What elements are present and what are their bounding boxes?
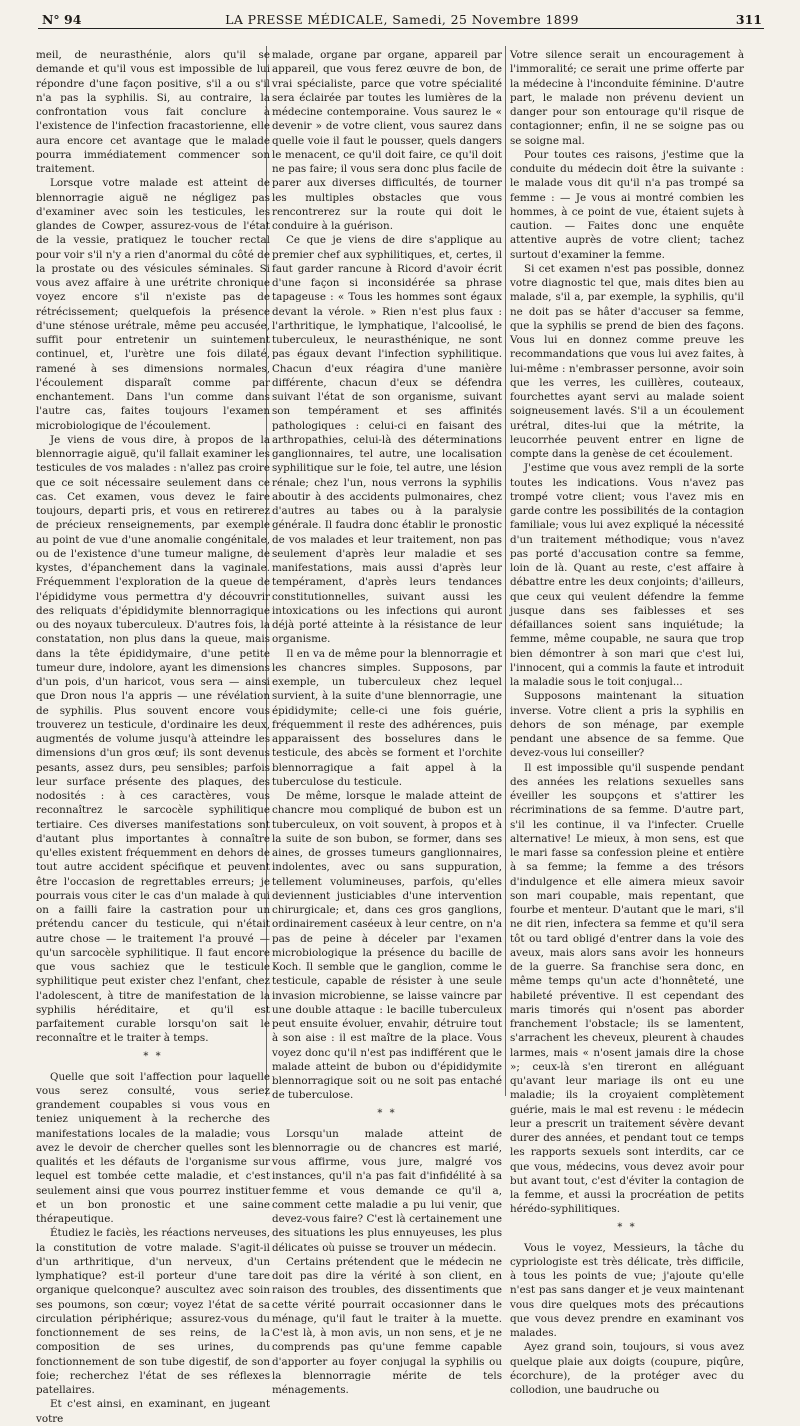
paragraph: Vous le voyez, Messieurs, la tâche du cypriologiste est très délicate, très difficile, à tous les points de vue; j'ajoute qu'elle n'est pas sans danger et je veux maintenant vous dire quelques mots des précautions que vous devez prendre en examinant vos malades. [510, 1241, 744, 1339]
text-column-2 [272, 48, 502, 1396]
paragraph: Ayez grand soin, toujours, si vous avez quelque plaie aux doigts (coupure, piqûre, écorchure), de la protéger avec du collodion, une baudruche ou [510, 1341, 744, 1396]
page-number: 311 [735, 12, 762, 27]
paragraph: Certains prétendent que le médecin ne doit pas dire la vérité à son client, en raison des troubles, des dissentiments que cette vérité pourrait occasionner dans le ménage, qu'il faut le traiter à la muette. C'est là, à mon avis, un non sens, et je ne comprends pas qu'une femme capable d'apporter au foyer conjugal la syphilis ou la blennorragie mérite de tels ménagements. [272, 1255, 502, 1396]
paragraph: Votre silence serait un encouragement à l'immoralité; ce serait une prime offerte par la médecine à l'inconduite féminine. D'autre part, le malade non prévenu devient un danger pour son entourage qu'il risque de contagionner; enfin, il ne se soigne pas ou se soigne mal. [510, 49, 744, 147]
section-separator: * * [377, 1107, 397, 1119]
paragraph: Si cet examen n'est pas possible, donnez votre diagnostic tel que, mais dites bien au malade, s'il a, par exemple, la syphilis, qu'il ne doit pas se hâter d'accuser sa femme, que la syphilis se prend de bien des façons. Vous lui en donnez comme preuve les recommandations que vous lui avez faites, à lui-même : n'embrasser personne, avoir soin que les verres, les cuillères, couteaux, fourchettes ayant servi au malade soient soigneusement lavés. S'il a un écoulement urétral, dites-lui que la métrite, la leucorrhée peuvent entrer en ligne de compte dans la genèse de cet écoulement. [510, 262, 744, 460]
paragraph: malade, organe par organe, appareil par appareil, que vous ferez œuvre de bon, de vrai spécialiste, parce que votre spécialité sera éclairée par toutes les lumières de la médecine contemporaine. Vous saurez le « devenir » de votre client, vous saurez dans quelle voie il faut le pousser, quels dangers le menacent, ce qu'il doit faire, ce qu'il doit ne pas faire; il vous sera donc plus facile de parer aux diverses difficultés, de tourner les multiples obstacles que vous rencontrerez sur la route qui doit le conduire à la guérison. [272, 49, 502, 232]
paragraph: meil, de neurasthénie, alors qu'il se demande et qu'il vous est impossible de lui répondre d'une façon positive, s'il a ou s'il n'a pas la syphilis. Si, au contraire, la confrontation vous fait conclure à l'existence de l'infection fracastorienne, elle aura encore cet avantage que le malade pourra immédiatement commencer son traitement. [36, 49, 270, 175]
journal-title: LA PRESSE MÉDICALE, Samedi, 25 Novembre 1899 [225, 12, 579, 27]
paragraph: Quelle que soit l'affection pour laquelle vous serez consulté, vous seriez grandement coupables si vous vous en teniez uniquement à la recherche des manifestations locales de la maladie; vous avez le devoir de chercher quelles sont les qualités et les défauts de l'organisme sur lequel est tombée cette maladie, et c'est seulement ainsi que vous pourrez instituer et un bon pronostic et une saine thérapeutique. [36, 1070, 270, 1225]
paragraph: J'estime que vous avez rempli de la sorte toutes les indications. Vous n'avez pas trompé votre client; vous l'avez mis en garde contre les possibilités de la contagion familiale; vous lui avez expliqué la nécessité d'un traitement méthodique; vous n'avez pas porté d'accusation contre sa femme, loin de là. Quant au reste, c'est affaire à débattre entre les deux conjoints; d'ailleurs, que ceux qui veulent défendre la femme jusque dans ses faiblesses et ses défaillances soient sans inquiétude; la femme, même coupable, ne saura que trop bien démontrer à son mari que c'est lui, l'innocent, qui a commis la faute et introduit la maladie sous le toit conjugal... [510, 462, 744, 688]
paragraph: Lorsqu'un malade atteint de blennorragie ou de chancres est marié, vous affirme, vous jure, malgré vos instances, qu'il n'a pas fait d'infidélité à sa femme et vous demande ce qu'il a, comment cette maladie a pu lui venir, que devez-vous faire? C'est là certainement une des situations les plus ennuyeuses, les plus délicates où puisse se trouver un médecin. [272, 1127, 502, 1254]
paragraph: Supposons maintenant la situation inverse. Votre client a pris la syphilis en dehors de son ménage, par exemple pendant une absence de sa femme. Que devez-vous lui conseiller? [510, 690, 744, 760]
paragraph: Lorsque votre malade est atteint de blennorragie aiguë ne négligez pas d'examiner avec soin les testicules, les glandes de Cowper, assurez-vous de l'état de la vessie, pratiquez le toucher rectal pour voir s'il n'y a rien d'anormal du côté de la prostate ou des vésicules séminales. Si vous avez affaire à une urétrite chronique voyez encore s'il n'existe pas de rétrécissement; quelquefois la présence d'une sténose urétrale, même peu accusée, suffit pour entretenir un suintement continuel, et, l'urètre une fois dilaté, ramené à ses dimensions normales, l'écoulement disparaît comme par enchantement. Dans l'un comme dans l'autre cas, faites toujours l'examen microbiologique de l'écoulement. [36, 177, 270, 432]
page-header [40, 10, 764, 42]
paragraph: Je viens de vous dire, à propos de la blennorragie aiguë, qu'il fallait examiner les testicules de vos malades : n'allez pas croire que ce soit nécessaire seulement dans ce cas. Cet examen, vous devez le faire toujours, departi pris, et vous en retirerez de précieux renseignements, par exemple au point de vue d'une anomalie congénitale, ou de l'existence d'une tumeur maligne, de kystes, d'épanchement dans la vaginale. Fréquemment l'exploration de la queue de l'épididyme vous permettra d'y découvrir des reliquats d'épididymite blennorragique ou des noyaux tuberculeux. D'autres fois, la constatation, non plus dans la queue, mais dans la tête épididymaire, d'une petite tumeur dure, indolore, ayant les dimensions d'un pois, d'un haricot, vous sera — ainsi que Dron nous l'a appris — une révélation de syphilis. Plus souvent encore vous trouverez un testicule, d'ordinaire les deux, augmentés de volume jusqu'à atteindre les dimensions d'un gros œuf; ils sont devenus pesants, assez durs, peu sensibles; parfois leur surface présente des plaques, des nodosités : à ces caractères, vous reconnaîtrez le sarcocèle syphilitique tertiaire. Ces diverses manifestations sont d'autant plus importantes à connaître qu'elles existent fréquemment en dehors de tout autre accident spécifique et peuvent être l'occasion de regrettables erreurs; je pourrais vous citer le cas d'un malade à qui on a failli faire la castration pour un prétendu cancer du testicule, qui n'était autre chose — le traitement l'a prouvé — qu'un sarcocèle syphilitique. Il faut encore que vous sachiez que le testicule syphilitique peut exister chez l'enfant, chez l'adolescent, à titre de manifestation de la syphilis héréditaire, et qu'il est parfaitement curable lorsqu'on sait le reconnaître et le traiter à temps. [36, 433, 270, 1045]
text-column-1 [36, 48, 270, 1425]
paragraph: Et c'est ainsi, en examinant, en jugeant votre [36, 1398, 270, 1425]
paragraph: Étudiez le faciès, les réactions nerveuses, la constitution de votre malade. S'agit-il d'un arthritique, d'un nerveux, d'un lymphatique? est-il porteur d'une tare organique quelconque? auscultez avec soin ses poumons, son cœur; voyez l'état de sa circulation périphérique; assurez-vous du fonctionnement de ses reins, de la composition de ses urines, du fonctionnement de son tube digestif, de son foie; recherchez l'état de ses réflexes patellaires. [36, 1227, 270, 1396]
section-separator: * * [143, 1050, 163, 1062]
paragraph: Il est impossible qu'il suspende pendant des années les relations sexuelles sans éveiller les soupçons et s'attirer les récriminations de sa femme. D'autre part, s'il les continue, il va l'infecter. Cruelle alternative! Le mieux, à mon sens, est que le mari fasse sa confession pleine et entière à sa femme; la femme a des trésors d'indulgence et elle aimera mieux savoir son mari coupable, mais repentant, que fourbe et menteur. D'autant que le mari, s'il ne dit rien, infectera sa femme et qu'il sera tôt ou tard obligé d'entrer dans la voie des aveux, mais alors sans avoir les honneurs de la guerre. Sa franchise sera donc, en même temps qu'un acte d'honnêteté, une habileté préventive. Il est cependant des maris timorés qui n'osent pas aborder franchement l'obstacle; ils se lamentent, s'arrachent les cheveux, pleurent à chaudes larmes, mais « n'osent jamais dire la chose »; ceux-là s'en tireront en alléguant qu'avant leur mariage ils ont eu une maladie; ils la croyaient complètement guérie, mais le mal est revenu : le médecin leur a prescrit un traitement sévère devant durer des années, et pendant tout ce temps les rapports sexuels sont interdits, car ce que vous, médecins, vous devez avoir pour but avant tout, c'est d'éviter la contagion de la femme, et aussi la procréation de petits hérédo-syphilitiques. [510, 761, 744, 1216]
paragraph: Pour toutes ces raisons, j'estime que la conduite du médecin doit être la suivante : le malade vous dit qu'il n'a pas trompé sa femme : — Je vous ai montré combien les hommes, à ce point de vue, étaient sujets à caution. — Faites donc une enquête attentive auprès de votre client; tachez surtout d'examiner la femme. [510, 148, 744, 261]
issue-number: N° 94 [42, 12, 82, 27]
text-column-3 [510, 48, 744, 1396]
paragraph: De même, lorsque le malade atteint de chancre mou compliqué de bubon est un tuberculeux, on voit souvent, à propos et à la suite de son bubon, se former, dans ses aines, de grosses tumeurs ganglionnaires, indolentes, avec ou sans suppuration, tellement volumineuses, parfois, qu'elles deviennent justiciables d'une intervention chirurgicale; et, dans ces gros ganglions, ordinairement caséeux à leur centre, on n'a pas de peine à déceler par l'examen microbiologique la présence du bacille de Koch. Il semble que le ganglion, comme le testicule, capable de résister à une seule invasion microbienne, se laisse vaincre par une double attaque : le bacille tuberculeux peut ensuite évoluer, envahir, détruire tout à son aise : il est maître de la place. Vous voyez donc qu'il n'est pas indifférent que le malade atteint de bubon ou d'épididymite blennorragique soit ou ne soit pas entaché de tuberculose. [272, 790, 502, 1102]
header-rule [38, 28, 764, 29]
section-separator: * * [617, 1221, 637, 1233]
column-divider [505, 46, 506, 1096]
paragraph: Ce que je viens de dire s'applique au premier chef aux syphilitiques, et, certes, il faut garder rancune à Ricord d'avoir écrit d'une façon si inconsidérée sa phrase tapageuse : « Tous les hommes sont égaux devant la vérole. » Rien n'est plus faux : l'arthritique, le lymphatique, l'alcoolisé, le tuberculeux, le neurasthénique, ne sont pas égaux devant l'infection syphilitique. Chacun d'eux réagira d'une manière différente, chacun d'eux se défendra suivant l'état de son organisme, suivant son tempérament et ses affinités pathologiques : celui-ci en faisant des arthropathies, celui-là des déterminations ganglionnaires, tel autre, une localisation syphilitique sur le foie, tel autre, une lésion rénale; chez l'un, nous verrons la syphilis aboutir à des accidents pulmonaires, chez d'autres au tabes ou à la paralysie générale. Il faudra donc établir le pronostic de vos malades et leur traitement, non pas seulement d'après leur maladie et ses manifestations, mais aussi d'après leur tempérament, d'après leurs tendances constitutionnelles, suivant aussi les intoxications ou les infections qui auront déjà porté atteinte à la résistance de leur organisme. [272, 234, 502, 646]
paragraph: Il en va de même pour la blennorragie et les chancres simples. Supposons, par exemple, un tuberculeux chez lequel survient, à la suite d'une blennorragie, une épididymite; celle-ci une fois guérie, fréquemment il reste des adhérences, puis apparaissent des bosselures dans le testicule, des abcès se forment et l'orchite blennorragique a fait appel à la tuberculose du testicule. [272, 647, 502, 788]
